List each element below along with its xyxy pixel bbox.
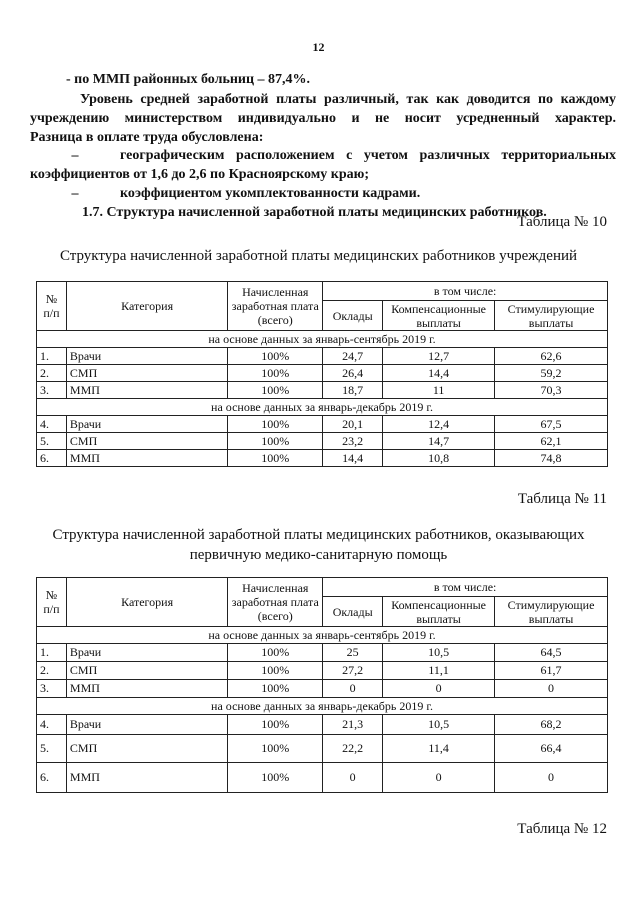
bullet-1-dash: – — [71, 148, 79, 163]
bullet-1-line-1: географическим расположением с учетом различных территориальных — [120, 148, 616, 163]
section-row: на основе данных за январь-сентябрь 2019 г. — [37, 627, 608, 644]
table-row — [37, 662, 608, 680]
cell-comp: 0 — [383, 680, 495, 698]
bullet-2 — [30, 184, 616, 203]
cell-num: 5. — [37, 433, 67, 450]
cell-salary: 26,4 — [323, 365, 383, 382]
cell-salary: 23,2 — [323, 433, 383, 450]
cell-stim: 64,5 — [495, 644, 608, 662]
table-11-title-line-2: первичную медико-санитарную помощь — [189, 547, 448, 563]
header-stim: Стимулирующие выплаты — [495, 301, 608, 331]
cell-category: СМП — [66, 662, 227, 680]
intro-para-2-line-3: Разница в оплате труда обусловлена: — [30, 130, 264, 145]
table-row — [37, 433, 608, 450]
section-row: на основе данных за январь-декабрь 2019 г. — [37, 399, 608, 416]
cell-comp: 11 — [383, 382, 495, 399]
cell-stim: 68,2 — [495, 715, 608, 735]
cell-total: 100% — [228, 365, 323, 382]
cell-category: ММП — [66, 450, 227, 467]
cell-stim: 62,6 — [495, 348, 608, 365]
table-11 — [36, 577, 608, 793]
table-11-title-line-1: Структура начисленной заработной платы медицинских работников, оказывающих — [52, 527, 585, 543]
table-row — [37, 348, 608, 365]
cell-category: Врачи — [66, 416, 227, 433]
section-row: на основе данных за январь-сентябрь 2019 г. — [37, 331, 608, 348]
cell-stim: 0 — [495, 763, 608, 793]
header-including: в том числе: — [323, 282, 608, 301]
cell-stim: 62,1 — [495, 433, 608, 450]
bullet-2-dash: – — [71, 186, 79, 201]
header-category: Категория — [66, 578, 227, 627]
cell-comp: 12,7 — [383, 348, 495, 365]
header-total: Начисленная заработная плата (всего) — [228, 578, 323, 627]
cell-salary: 27,2 — [323, 662, 383, 680]
cell-category: СМП — [66, 433, 227, 450]
cell-salary: 22,2 — [323, 735, 383, 763]
cell-category: ММП — [66, 680, 227, 698]
table-10 — [36, 281, 608, 467]
cell-stim: 74,8 — [495, 450, 608, 467]
cell-comp: 14,4 — [383, 365, 495, 382]
cell-total: 100% — [228, 680, 323, 698]
table-row — [37, 680, 608, 698]
cell-comp: 14,7 — [383, 433, 495, 450]
bullet-1 — [30, 146, 616, 165]
intro-para-2-line-2: учреждению министерством индивидуально и не носит усредненный характер. — [30, 111, 616, 126]
section-row: на основе данных за январь-декабрь 2019 г. — [37, 698, 608, 715]
table-row — [37, 644, 608, 662]
header-total: Начисленная заработная плата (всего) — [228, 282, 323, 331]
cell-total: 100% — [228, 735, 323, 763]
table-12-label: Таблица № 12 — [517, 821, 607, 837]
cell-category: Врачи — [66, 715, 227, 735]
cell-salary: 14,4 — [323, 450, 383, 467]
cell-salary: 0 — [323, 763, 383, 793]
cell-comp: 10,5 — [383, 644, 495, 662]
header-salary: Оклады — [323, 301, 383, 331]
header-salary: Оклады — [323, 597, 383, 627]
cell-comp: 12,4 — [383, 416, 495, 433]
header-including: в том числе: — [323, 578, 608, 597]
table-row — [37, 735, 608, 763]
cell-comp: 11,4 — [383, 735, 495, 763]
page-number: 12 — [312, 40, 325, 54]
cell-num: 4. — [37, 715, 67, 735]
cell-category: Врачи — [66, 348, 227, 365]
cell-stim: 66,4 — [495, 735, 608, 763]
cell-num: 6. — [37, 763, 67, 793]
cell-total: 100% — [228, 662, 323, 680]
header-stim: Стимулирующие выплаты — [495, 597, 608, 627]
cell-salary: 18,7 — [323, 382, 383, 399]
table-row — [37, 450, 608, 467]
bullet-2-text: коэффициентом укомплектованности кадрами. — [120, 186, 421, 201]
cell-stim: 70,3 — [495, 382, 608, 399]
header-category: Категория — [66, 282, 227, 331]
header-num: № п/п — [37, 282, 67, 331]
intro-para-2-line-1: Уровень средней заработной платы различный, так как доводится по каждому — [80, 92, 616, 107]
table-row — [37, 715, 608, 735]
cell-num: 5. — [37, 735, 67, 763]
cell-num: 3. — [37, 382, 67, 399]
cell-num: 1. — [37, 644, 67, 662]
table-10-title: Структура начисленной заработной платы медицинских работников учреждений — [59, 248, 578, 264]
cell-num: 2. — [37, 365, 67, 382]
cell-stim: 0 — [495, 680, 608, 698]
cell-num: 6. — [37, 450, 67, 467]
cell-total: 100% — [228, 715, 323, 735]
cell-salary: 25 — [323, 644, 383, 662]
cell-total: 100% — [228, 416, 323, 433]
cell-category: СМП — [66, 735, 227, 763]
bullet-1-line-2: коэффициентов от 1,6 до 2,6 по Красноярскому краю; — [30, 167, 370, 182]
cell-total: 100% — [228, 348, 323, 365]
cell-num: 1. — [37, 348, 67, 365]
table-10-label: Таблица № 10 — [517, 214, 607, 230]
cell-salary: 24,7 — [323, 348, 383, 365]
cell-total: 100% — [228, 763, 323, 793]
cell-stim: 61,7 — [495, 662, 608, 680]
table-11-label: Таблица № 11 — [517, 491, 607, 507]
table-row — [37, 416, 608, 433]
header-num: № п/п — [37, 578, 67, 627]
cell-category: ММП — [66, 382, 227, 399]
cell-num: 4. — [37, 416, 67, 433]
cell-total: 100% — [228, 450, 323, 467]
cell-num: 2. — [37, 662, 67, 680]
header-comp: Компенсационные выплаты — [383, 597, 495, 627]
cell-category: СМП — [66, 365, 227, 382]
intro-line-1: - по ММП районных больниц – 87,4%. — [66, 72, 311, 87]
cell-salary: 20,1 — [323, 416, 383, 433]
cell-comp: 10,5 — [383, 715, 495, 735]
cell-comp: 10,8 — [383, 450, 495, 467]
header-comp: Компенсационные выплаты — [383, 301, 495, 331]
cell-total: 100% — [228, 433, 323, 450]
table-row — [37, 763, 608, 793]
table-row — [37, 382, 608, 399]
cell-num: 3. — [37, 680, 67, 698]
section-heading: 1.7. Структура начисленной заработной платы медицинских работников. — [82, 205, 547, 220]
cell-stim: 59,2 — [495, 365, 608, 382]
cell-category: ММП — [66, 763, 227, 793]
cell-comp: 11,1 — [383, 662, 495, 680]
cell-comp: 0 — [383, 763, 495, 793]
cell-total: 100% — [228, 644, 323, 662]
cell-salary: 21,3 — [323, 715, 383, 735]
cell-total: 100% — [228, 382, 323, 399]
cell-category: Врачи — [66, 644, 227, 662]
cell-stim: 67,5 — [495, 416, 608, 433]
cell-salary: 0 — [323, 680, 383, 698]
table-row — [37, 365, 608, 382]
